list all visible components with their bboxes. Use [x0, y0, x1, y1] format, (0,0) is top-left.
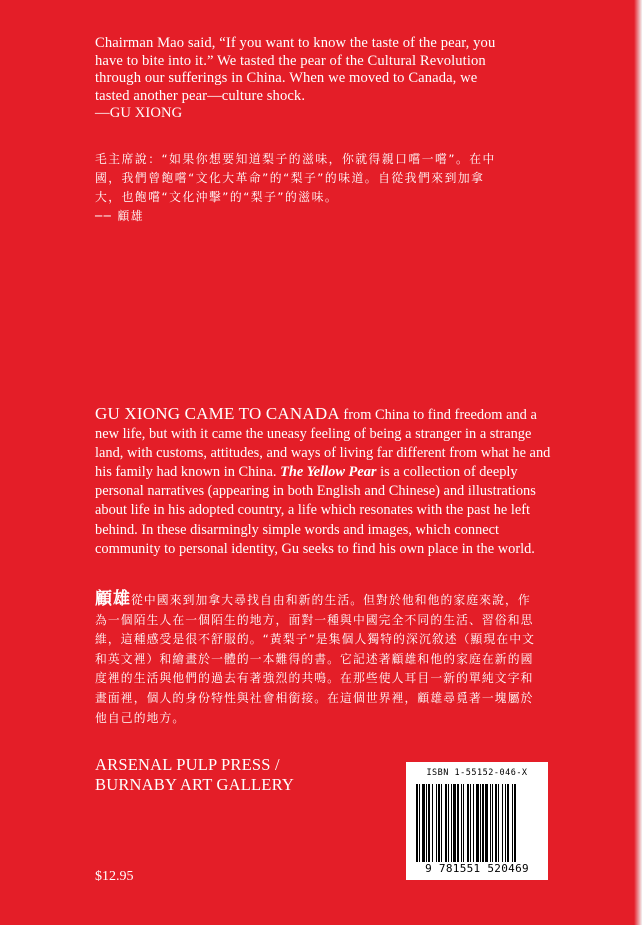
cover-edge: [634, 0, 642, 925]
barcode-bar: [426, 784, 427, 862]
blurb-text: from China to find freedom and a new life, but with it came the uneasy feeling of being a stranger in a strange land, with customs, attitudes, and ways of living far different from what he and his family had known in China.: [95, 407, 551, 481]
quote-line: have to bite into it.” We tasted the pear of the Cultural Revolution: [95, 52, 486, 69]
publisher: [95, 755, 355, 795]
barcode-bar: [453, 784, 456, 862]
barcode-bar: [422, 784, 425, 862]
quote-line: Chairman Mao said, “If you want to know the taste of the pear, you: [95, 35, 496, 51]
quote-attribution-zh: ── 顧雄: [95, 209, 145, 223]
barcode-bar: [485, 784, 488, 862]
publisher-line: BURNABY ART GALLERY: [95, 775, 294, 794]
barcode-bar: [507, 784, 509, 862]
blurb-english: [95, 404, 555, 559]
barcode-bar: [448, 784, 449, 862]
barcode-bar: [482, 784, 484, 862]
barcode-bar: [419, 784, 420, 862]
barcode-bar: [438, 784, 440, 862]
barcode-bar: [467, 784, 469, 862]
blurb-chinese: [95, 590, 543, 728]
barcode-bar: [495, 784, 497, 862]
quote-line-zh: 大，也飽嚐“文化沖擊”的“梨子”的滋味。: [95, 190, 339, 204]
barcode-bar: [461, 784, 462, 862]
quote-line-zh: 國，我們曾飽嚐“文化大革命”的“梨子”的味道。自從我們來到加拿: [95, 171, 485, 185]
barcode-bar: [492, 784, 493, 862]
barcode-bar: [514, 784, 516, 862]
blurb-text-zh: 從中國來到加拿大尋找自由和新的生活。但對於他和他的家庭來說，作為一個陌生人在一個陌生的地方，面對一種與中國完全不同的生活、習俗和思維，這種感受是很不舒服的。“黃梨子”是集個人獨特的深沉敘述（顯現在中文和英文裡）和繪畫於一體的一本難得的書。它記述著顧雄和他的家庭在新的國度裡的生活與他們的過去有著強烈的共鳴。在那些使人耳目一新的單純文字和畫面裡，個人的身份特性與社會相銜接。在這個世界裡，顧雄尋覓著一塊屬於他自己的地方。: [95, 593, 536, 725]
barcode-bar: [445, 784, 447, 862]
quote-line-zh: 毛主席說：“如果你想要知道梨子的滋味，你就得親口嚐一嚐”。在中: [95, 152, 496, 166]
barcode-bar: [436, 784, 437, 862]
barcode-bar: [470, 784, 471, 862]
publisher-line: ARSENAL PULP PRESS /: [95, 755, 280, 774]
mao-quote-chinese: [95, 150, 540, 226]
barcode-bar: [512, 784, 513, 862]
mao-quote-english: [95, 35, 555, 123]
isbn-number: ISBN 1-55152-046-X: [426, 768, 528, 778]
barcode-bar: [473, 784, 474, 862]
barcode-bar: [416, 784, 418, 862]
quote-line: tasted another pear—culture shock.: [95, 87, 306, 104]
barcode-bar: [498, 784, 499, 862]
barcode-bar: [463, 784, 464, 862]
barcode-digits: 9 781551 520469: [425, 862, 529, 875]
barcode-bar: [505, 784, 506, 862]
barcode-bar: [428, 784, 430, 862]
blurb-text: is a collection of deeply personal narratives (appearing in both English and Chinese) and illustrations about life in his adopted country, a life which resonates with the past he left behind. In these disarmingly simple words and images, which connect community to personal identity, Gu seeks to find his own place in the world.: [95, 464, 536, 557]
quote-attribution: —GU XIONG: [95, 105, 183, 121]
quote-line: through our sufferings in China. When we moved to Canada, we: [95, 70, 478, 86]
isbn-barcode: [406, 762, 548, 880]
book-title: The Yellow Pear: [280, 464, 377, 481]
barcode-bar: [457, 784, 459, 862]
blurb-lead-zh: 顧雄: [95, 589, 131, 609]
blurb-lead: GU XIONG CAME TO CANADA: [95, 404, 340, 423]
barcode-bar: [441, 784, 442, 862]
barcode-bar: [490, 784, 491, 862]
barcode-bar: [480, 784, 481, 862]
price: $12.95: [95, 869, 134, 884]
barcode-bars: [416, 784, 540, 862]
barcode-bar: [451, 784, 452, 862]
barcode-bar: [476, 784, 479, 862]
barcode-bar: [502, 784, 503, 862]
barcode-bar: [432, 784, 433, 862]
